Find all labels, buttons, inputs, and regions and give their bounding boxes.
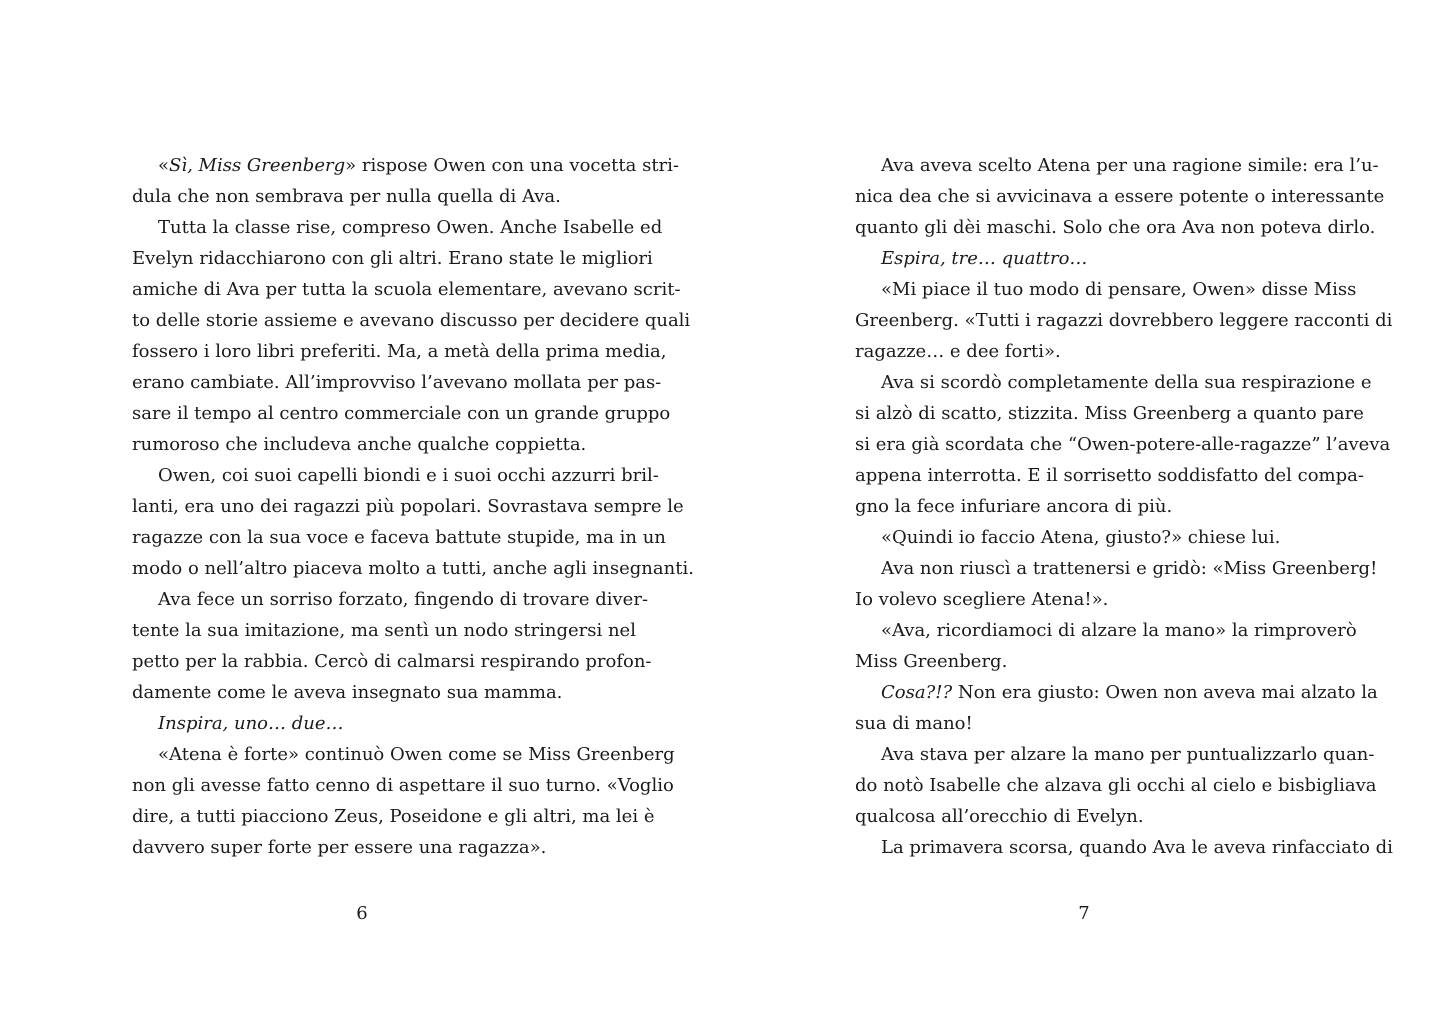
text-line [132,398,671,429]
page-number-right: 7 [1078,903,1090,924]
right-page [855,150,1393,863]
text-segment: dula che non sembrava per nulla quella di Ava. [132,186,561,207]
text-line [132,646,652,677]
text-line [855,367,1372,398]
text-segment: damente come le aveva insegnato sua mamma. [132,682,563,703]
text-line [132,429,592,460]
text-segment: «Ava, ricordiamoci di alzare la mano» la rimproverò [881,620,1357,641]
text-segment: Non era giusto: Owen non aveva mai alzato la [952,682,1378,703]
text-line [855,522,1315,553]
text-line [132,243,653,274]
text-segment: sua di mano! [855,713,973,734]
text-segment: gno la fece infuriare ancora di più. [855,496,1173,517]
text-segment: ragazze con la sua voce e faceva battute stupide, ma in un [132,527,666,548]
text-line [855,584,1315,615]
text-line [132,274,681,305]
left-page [132,150,694,863]
text-line [855,460,1364,491]
text-line [855,615,1357,646]
text-segment: «Quindi io faccio Atena, giusto?» chiese lui. [881,527,1281,548]
text-segment: Tutta la classe rise, compreso Owen. Anche Isabelle ed [158,217,663,238]
text-line [855,801,1315,832]
text-line [132,491,684,522]
text-line [132,553,694,584]
text-segment: « [158,155,170,176]
text-segment: modo o nell’altro piaceva molto a tutti, anche agli insegnanti. [132,558,694,579]
text-line [132,832,592,863]
text-segment: Io volevo scegliere Atena!». [855,589,1109,610]
text-line [855,305,1393,336]
text-line [855,150,1379,181]
text-line [132,336,667,367]
text-segment: Ava si scordò completamente della sua respirazione e [881,372,1372,393]
text-line [132,801,655,832]
italic-text: Espira, tre… quattro… [881,248,1088,269]
text-line [855,646,1315,677]
text-line [132,367,662,398]
text-line [855,553,1378,584]
text-line [132,150,680,181]
text-line [132,770,674,801]
text-line [855,832,1393,863]
text-line [855,212,1376,243]
text-segment: tente la sua imitazione, ma sentì un nodo stringersi nel [132,620,636,641]
text-segment: do notò Isabelle che alzava gli occhi al cielo e bisbigliava [855,775,1377,796]
text-line [132,739,675,770]
text-segment: Ava fece un sorriso forzato, fingendo di trovare diver- [158,589,649,610]
text-segment: rumoroso che includeva anche qualche coppietta. [132,434,587,455]
text-line [855,243,1315,274]
text-line [132,708,592,739]
text-segment: nica dea che si avvicinava a essere potente o interessante [855,186,1385,207]
text-segment: dire, a tutti piacciono Zeus, Poseidone e gli altri, ma lei è [132,806,655,827]
text-line [132,212,663,243]
text-segment: Greenberg. «Tutti i ragazzi dovrebbero leggere racconti di [855,310,1393,331]
text-line [855,739,1375,770]
text-segment: lanti, era uno dei ragazzi più popolari. Sovrastava sempre le [132,496,684,517]
text-line [855,491,1315,522]
text-segment: ragazze… e dee forti». [855,341,1061,362]
text-segment: Ava aveva scelto Atena per una ragione simile: era l’u- [881,155,1379,176]
text-segment: si era già scordata che “Owen-potere-alle-ragazze” l’aveva [855,434,1391,455]
text-line [855,770,1377,801]
text-line [855,274,1357,305]
text-segment: erano cambiate. All’improvviso l’avevano mollata per pas- [132,372,662,393]
text-segment: fossero i loro libri preferiti. Ma, a metà della prima media, [132,341,667,362]
text-segment: si alzò di scatto, stizzita. Miss Greenberg a quanto pare [855,403,1364,424]
text-segment: Owen, coi suoi capelli biondi e i suoi occhi azzurri bril- [158,465,659,486]
text-segment: sare il tempo al centro commerciale con un grande gruppo [132,403,671,424]
text-segment: Ava non riuscì a trattenersi e gridò: «Miss Greenberg! [881,558,1378,579]
text-line [132,677,592,708]
text-segment: » rispose Owen con una vocetta stri- [345,155,680,176]
text-line [132,615,636,646]
text-segment: «Atena è forte» continuò Owen come se Miss Greenberg [158,744,675,765]
italic-text: Sì, Miss Greenberg [169,155,346,176]
text-segment: to delle storie assieme e avevano discusso per decidere quali [132,310,691,331]
text-line [855,336,1315,367]
text-line [855,677,1378,708]
text-line [132,181,592,212]
italic-text: Cosa?!? [881,682,953,703]
text-segment: davvero super forte per essere una ragazza». [132,837,547,858]
text-line [132,460,659,491]
text-segment: «Mi piace il tuo modo di pensare, Owen» disse Miss [881,279,1357,300]
text-line [855,398,1364,429]
text-segment: Miss Greenberg. [855,651,1008,672]
page-number-left: 6 [356,903,368,924]
text-segment: amiche di Ava per tutta la scuola elementare, avevano scrit- [132,279,681,300]
text-segment: appena interrotta. E il sorrisetto soddisfatto del compa- [855,465,1364,486]
text-segment: La primavera scorsa, quando Ava le aveva rinfacciato di [881,837,1393,858]
text-line [132,522,666,553]
text-line [855,181,1385,212]
text-segment: quanto gli dèi maschi. Solo che ora Ava non poteva dirlo. [855,217,1376,238]
text-line [132,584,649,615]
text-line [855,708,1315,739]
italic-text: Inspira, uno… due… [158,713,344,734]
text-segment: Ava stava per alzare la mano per puntualizzarlo quan- [881,744,1375,765]
text-segment: non gli avesse fatto cenno di aspettare il suo turno. «Voglio [132,775,674,796]
text-segment: petto per la rabbia. Cercò di calmarsi respirando profon- [132,651,652,672]
text-segment: Evelyn ridacchiarono con gli altri. Erano state le migliori [132,248,653,269]
text-line [132,305,691,336]
text-line [855,429,1391,460]
text-segment: qualcosa all’orecchio di Evelyn. [855,806,1144,827]
